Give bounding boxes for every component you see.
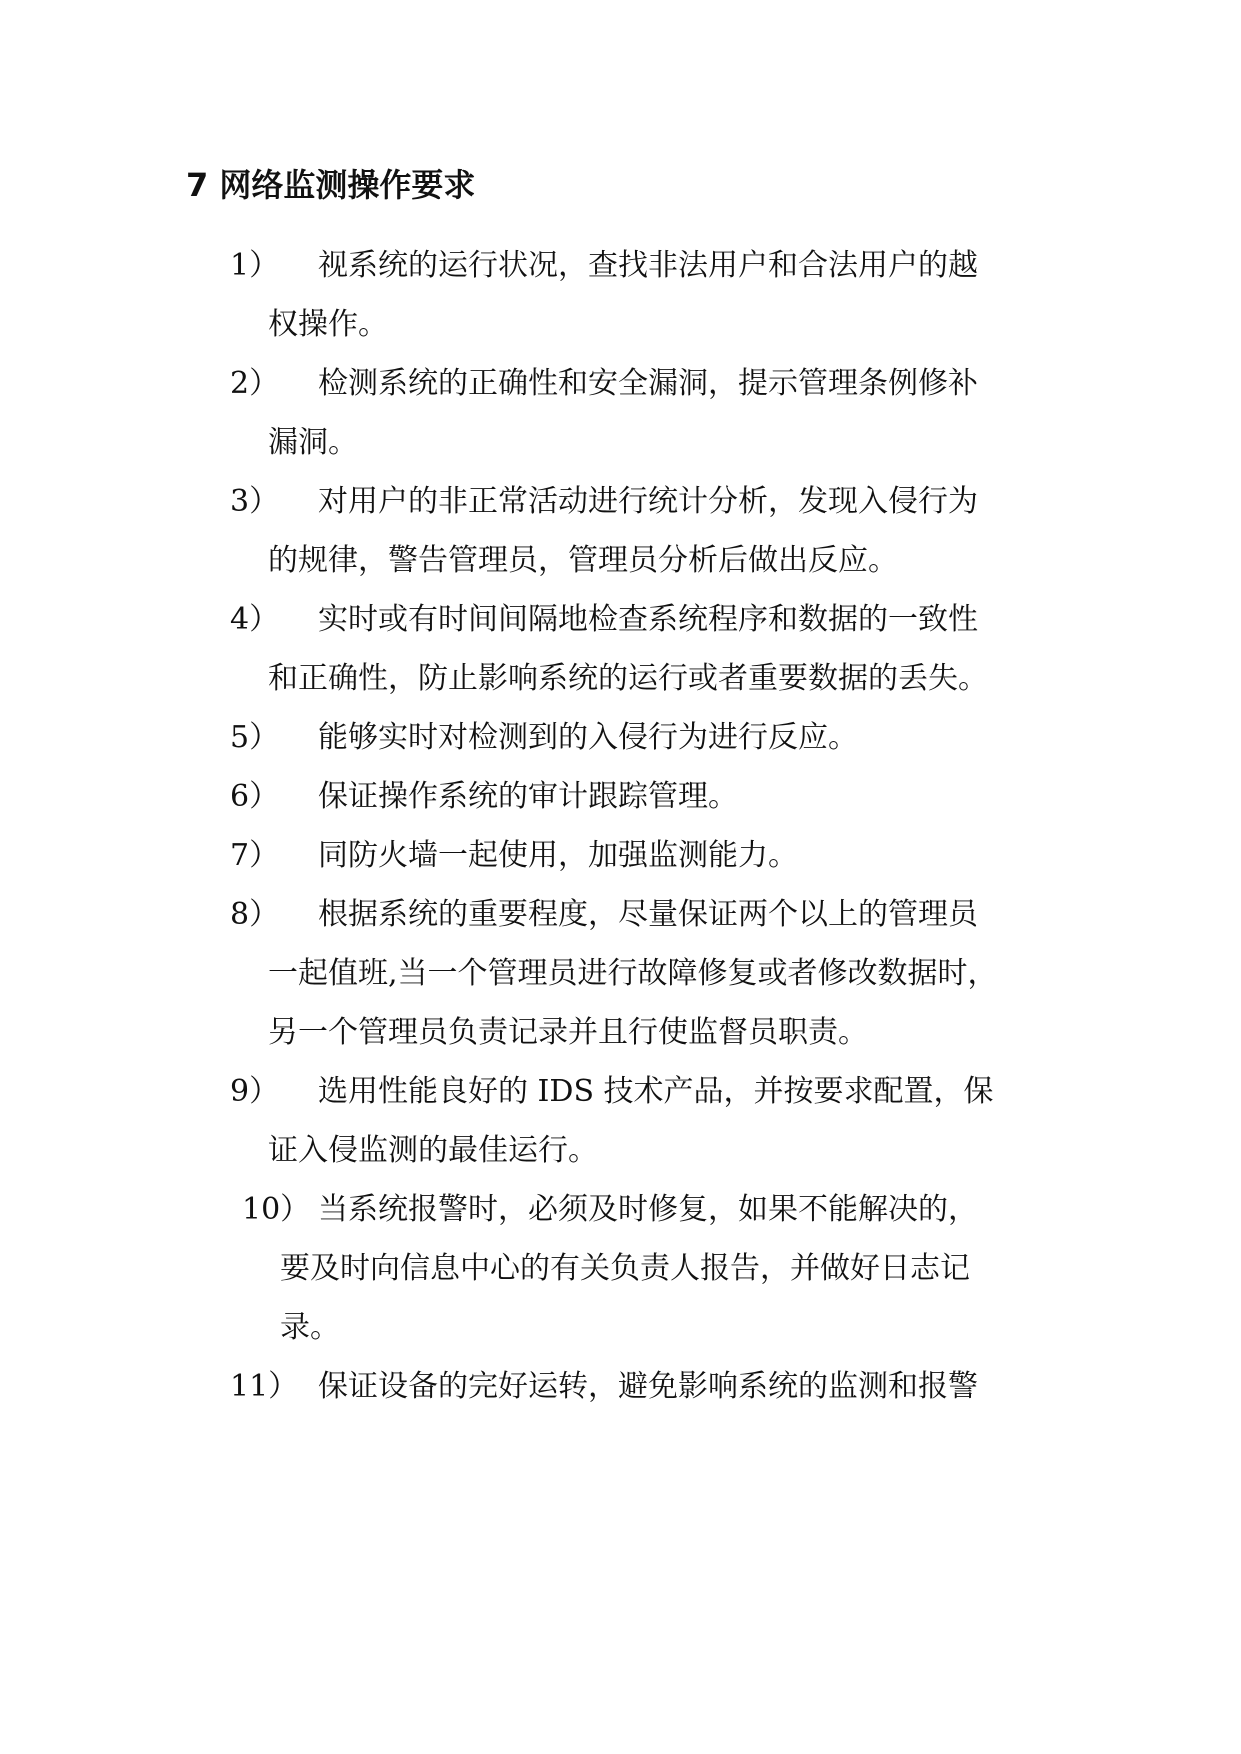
item-text-line: 的规律，警告管理员，管理员分析后做出反应。: [268, 543, 898, 578]
item-text-line: 和正确性，防止影响系统的运行或者重要数据的丢失。: [268, 661, 988, 696]
item-text-line: 录。: [280, 1310, 340, 1345]
item-number: 7）: [230, 838, 280, 873]
item-number: 4）: [230, 602, 280, 637]
item-text-line: 根据系统的重要程度，尽量保证两个以上的管理员: [318, 897, 978, 932]
item-text-line: 选用性能良好的 IDS 技术产品，并按要求配置，保: [318, 1074, 994, 1109]
item-text-line: 漏洞。: [268, 425, 358, 460]
item-text-line: 证入侵监测的最佳运行。: [268, 1133, 598, 1168]
section-heading: 7 网络监测操作要求: [186, 166, 476, 204]
item-text-line: 保证设备的完好运转，避免影响系统的监测和报警: [318, 1369, 978, 1404]
item-number: 11）: [230, 1369, 299, 1404]
item-text-line: 另一个管理员负责记录并且行使监督员职责。: [268, 1015, 868, 1050]
item-text-line: 实时或有时间间隔地检查系统程序和数据的一致性: [318, 602, 978, 637]
item-number: 10）: [242, 1192, 311, 1227]
item-text-line: 要及时向信息中心的有关负责人报告，并做好日志记: [280, 1251, 970, 1286]
item-number: 2）: [230, 366, 280, 401]
item-text-line: 当系统报警时，必须及时修复，如果不能解决的，: [318, 1192, 978, 1227]
item-text-line: 检测系统的正确性和安全漏洞，提示管理条例修补: [318, 366, 978, 401]
item-text-line: 能够实时对检测到的入侵行为进行反应。: [318, 720, 858, 755]
item-text-line: 同防火墙一起使用，加强监测能力。: [318, 838, 798, 873]
item-text-line: 保证操作系统的审计跟踪管理。: [318, 779, 738, 814]
item-text-line: 对用户的非正常活动进行统计分析，发现入侵行为: [318, 484, 978, 519]
item-number: 1）: [230, 248, 280, 283]
item-number: 5）: [230, 720, 280, 755]
item-text-line: 一起值班,当一个管理员进行故障修复或者修改数据时，: [268, 956, 998, 991]
item-number: 8）: [230, 897, 280, 932]
item-number: 9）: [230, 1074, 280, 1109]
item-number: 3）: [230, 484, 280, 519]
item-text-line: 权操作。: [268, 307, 388, 342]
item-number: 6）: [230, 779, 280, 814]
item-text-line: 视系统的运行状况，查找非法用户和合法用户的越: [318, 248, 978, 283]
